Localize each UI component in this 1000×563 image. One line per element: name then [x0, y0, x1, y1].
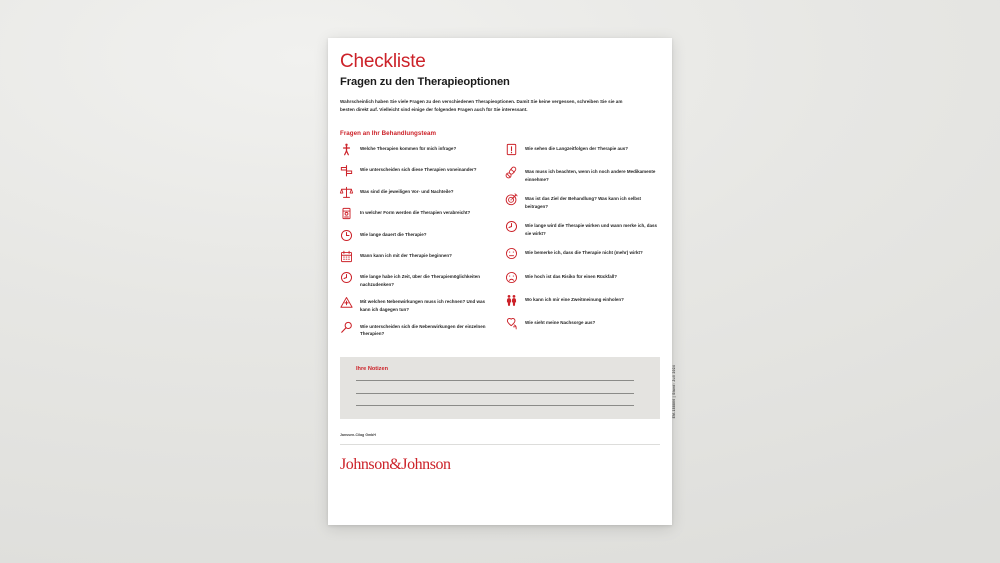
notes-write-line[interactable]: [356, 405, 634, 406]
question-item: [340, 251, 495, 263]
question-item: [505, 194, 660, 210]
question-item: [340, 230, 495, 242]
section-heading: Fragen an Ihr Behandlungsteam: [340, 129, 436, 137]
question-text: In welcher Form werden die Therapien verabreicht?: [360, 210, 471, 216]
question-item: [505, 318, 660, 330]
question-item: [340, 322, 495, 338]
magnifier-icon: [340, 321, 353, 334]
company-name: Janssen-Cilag GmbH: [340, 433, 376, 438]
question-item: [505, 221, 660, 237]
balance-scale-icon: [340, 186, 353, 199]
clock-rewind-icon: [340, 271, 353, 284]
questions-column-right: [505, 144, 660, 347]
page-footer: [340, 433, 660, 473]
two-people-icon: [505, 294, 518, 307]
notes-box: [340, 357, 676, 419]
johnson-and-johnson-logo: Johnson&Johnson: [340, 456, 451, 474]
question-item: [505, 144, 660, 156]
question-item: [340, 144, 495, 156]
question-item: [340, 272, 495, 288]
question-item: [505, 272, 660, 284]
neutral-face-icon: [505, 247, 518, 260]
clock-icon: [340, 229, 353, 242]
questions-columns: [340, 144, 660, 347]
question-text: Wie hoch ist das Risiko für einen Rückfall?: [525, 273, 617, 279]
question-item: [340, 165, 495, 177]
question-text: Welche Therapien kommen für mich infrage?: [360, 145, 457, 151]
question-text: Was muss ich beachten, wenn ich noch andere Medikamente einnehme?: [525, 169, 656, 182]
document-page: [328, 38, 676, 525]
notes-write-line[interactable]: [356, 393, 634, 394]
question-text: Mit welchen Nebenwirkungen muss ich rechnen? Und was kann ich dagegen tun?: [360, 299, 486, 312]
question-item: [505, 295, 660, 307]
question-text: Was ist das Ziel der Behandlung? Was kann ich selbst beitragen?: [525, 196, 641, 209]
page-title: Checkliste: [340, 51, 426, 72]
person-icon: [340, 143, 353, 156]
question-item: [505, 167, 660, 183]
question-text: Wie sehen die Langzeitfolgen der Therapie aus?: [525, 145, 628, 151]
question-text: Was sind die jeweiligen Vor- und Nachteile?: [360, 188, 454, 194]
question-text: Wie unterscheiden sich die Nebenwirkungen der einzelnen Therapien?: [360, 324, 486, 337]
calendar-icon: [340, 250, 353, 263]
questions-column-left: [340, 144, 495, 347]
pill-dispenser-icon: [340, 207, 353, 220]
heart-hands-icon: [505, 317, 518, 330]
footer-divider: [340, 444, 660, 445]
warning-triangle-icon: [340, 296, 353, 309]
document-content: [340, 51, 676, 517]
question-item: [340, 208, 495, 220]
sad-face-icon: [505, 271, 518, 284]
question-text: Wo kann ich mir eine Zweitmeinung einholen?: [525, 296, 624, 302]
question-text: Wann kann ich mit der Therapie beginnen?: [360, 252, 452, 258]
notes-write-line[interactable]: [356, 380, 634, 381]
target-icon: [505, 193, 518, 206]
question-text: Wie lange wird die Therapie wirken und wann merke ich, dass sie wirkt?: [525, 223, 657, 236]
notes-title: Ihre Notizen: [356, 366, 389, 373]
clock-rewind-icon: [505, 220, 518, 233]
intro-paragraph: Wahrscheinlich haben Sie viele Fragen zu den verschiedenen Therapieoptionen. Damit Sie keine vergessen, schreiben Sie sie am besten direkt auf. Vielleicht sind einige der folgenden Fragen auch für Sie interessant.: [340, 98, 623, 112]
pills-icon: [505, 166, 518, 179]
question-text: Wie unterscheiden sich diese Therapien voneinander?: [360, 167, 477, 173]
margin-code: EM-188806 | Stand: Juli 2024: [672, 365, 676, 419]
question-text: Wie lange dauert die Therapie?: [360, 231, 427, 237]
signpost-icon: [340, 164, 353, 177]
alert-box-icon: [505, 143, 518, 156]
question-text: Wie lange habe ich Zeit, über die Therapiemöglichkeiten nachzudenken?: [360, 274, 480, 287]
question-item: [340, 187, 495, 199]
question-item: [505, 248, 660, 260]
question-text: Wie bemerke ich, dass die Therapie nicht (mehr) wirkt?: [525, 250, 643, 256]
question-text: Wie sieht meine Nachsorge aus?: [525, 320, 596, 326]
question-item: [340, 297, 495, 313]
page-subtitle: Fragen zu den Therapieoptionen: [340, 76, 510, 88]
